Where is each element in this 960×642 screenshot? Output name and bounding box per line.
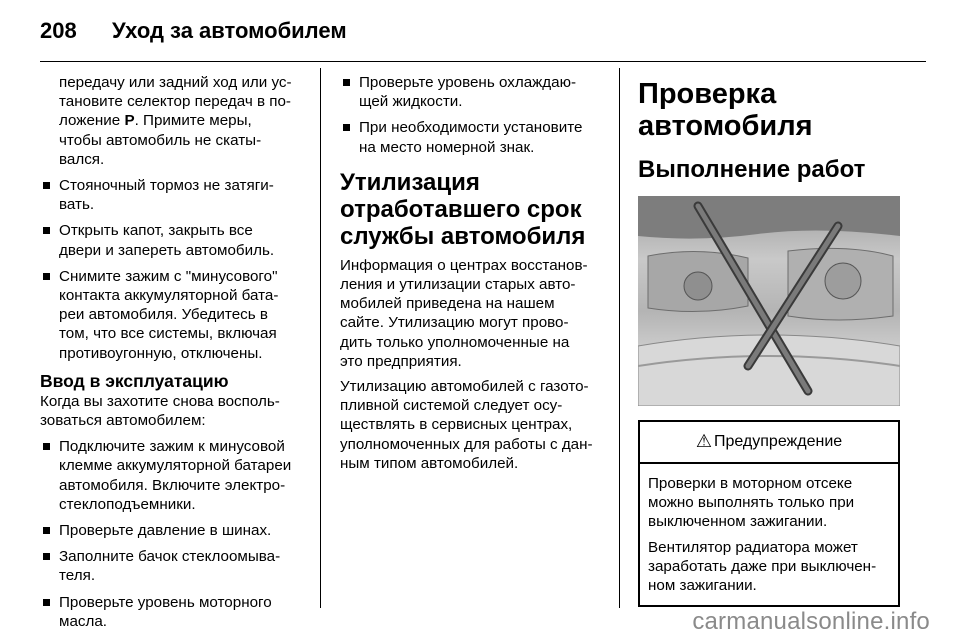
- text-line: Стояночный тормоз не затяги-: [59, 177, 274, 195]
- column-3: [638, 78, 900, 607]
- chapter-title: Проверка автомобиля: [638, 78, 813, 142]
- text-line: Проверьте уровень моторного: [59, 593, 272, 611]
- text-line: Вентилятор радиатора может: [648, 538, 858, 556]
- heading-line: Утилизация: [340, 168, 480, 196]
- text-line: [59, 111, 312, 130]
- text-line: уполномоченных для работы с дан-: [340, 435, 593, 453]
- text-line: двери и запереть автомобиль.: [59, 241, 275, 259]
- bullet-item: [40, 593, 312, 631]
- paragraph: [340, 377, 612, 473]
- section-heading: Ввод в эксплуатацию: [40, 370, 229, 391]
- bullet-item: [40, 521, 312, 540]
- text-line: тановите селектор передач в по-: [59, 93, 291, 111]
- engine-bay-illustration: [638, 196, 900, 406]
- warning-box: [638, 420, 900, 607]
- text-line: зоваться автомобилем:: [40, 412, 206, 430]
- gear-position-p: P: [124, 112, 135, 130]
- text-line: При необходимости установите: [359, 119, 583, 137]
- paragraph: [340, 256, 612, 371]
- text-line: Заполните бачок стеклоомыва-: [59, 548, 281, 566]
- watermark: carmanualsonline.info: [692, 608, 930, 635]
- warning-header: [640, 422, 898, 464]
- bullet-item: [40, 176, 312, 214]
- bullet-item: [340, 73, 612, 111]
- text-line: том, что все системы, включая: [59, 325, 277, 343]
- page-title: Уход за автомобилем: [112, 18, 347, 43]
- text-line: это предприятия.: [340, 352, 462, 370]
- column-divider-2: [619, 68, 620, 608]
- section-heading: [340, 169, 612, 250]
- text-line: масла.: [59, 612, 108, 630]
- bullet-item: [40, 267, 312, 363]
- text-line: Проверьте уровень охлаждаю-: [359, 74, 577, 91]
- column-divider-1: [320, 68, 321, 608]
- bullet-item: [340, 118, 612, 156]
- heading-line: отработавшего срок: [340, 195, 582, 223]
- text-line: клемме аккумуляторной батареи: [59, 457, 292, 475]
- text-line: ном зажигании.: [648, 577, 757, 595]
- warning-icon: ⚠: [695, 431, 712, 452]
- text-fragment: . Примите меры,: [134, 112, 252, 130]
- text-line: чтобы автомобиль не скаты-: [59, 131, 262, 149]
- engine-bay-drawing: [638, 196, 900, 406]
- text-line: сайте. Утилизацию могут прово-: [340, 314, 569, 332]
- text-line: противоугонную, отключены.: [59, 344, 263, 362]
- text-line: можно выполнять только при: [648, 494, 855, 512]
- text-line: стеклоподъемники.: [59, 495, 196, 513]
- bullet-item: [40, 547, 312, 585]
- text-line: Открыть капот, закрыть все: [59, 222, 253, 240]
- warning-paragraph: [648, 474, 890, 532]
- text-line: ным типом автомобилей.: [340, 454, 519, 472]
- text-line: выключенном зажигании.: [648, 513, 828, 531]
- page-header: [40, 18, 347, 48]
- text-line: Проверьте давление в шинах.: [59, 522, 272, 540]
- text-line: Проверки в моторном отсеке: [648, 475, 853, 492]
- text-fragment: ложение: [59, 112, 125, 130]
- text-line: ления и утилизации старых авто-: [340, 276, 576, 294]
- text-line: дить только уполномоченные на: [340, 333, 570, 351]
- text-line: Утилизацию автомобилей с газото-: [340, 378, 589, 396]
- text-line: передачу или задний ход или ус-: [59, 74, 292, 91]
- text-line: вался.: [59, 150, 105, 168]
- heading-line: службы автомобиля: [340, 222, 586, 250]
- warning-paragraph: [648, 538, 890, 596]
- page-number: 208: [40, 18, 77, 43]
- text-line: Подключите зажим к минусовой: [59, 438, 285, 456]
- text-line: Снимите зажим с "минусового": [59, 267, 278, 285]
- text-line: мобилей приведена на нашем: [340, 295, 555, 313]
- warning-title: Предупреждение: [713, 433, 843, 451]
- paragraph: [40, 392, 312, 430]
- chapter-subtitle: Выполнение работ: [638, 156, 866, 183]
- warning-body: [640, 464, 898, 605]
- bullet-item: [40, 437, 312, 514]
- header-rule: [40, 61, 926, 62]
- text-line: реи автомобиля. Убедитесь в: [59, 306, 268, 324]
- column-1: [40, 73, 312, 638]
- text-line: пливной системой следует осу-: [340, 397, 563, 415]
- text-line: контакта аккумуляторной бата-: [59, 287, 279, 305]
- text-line: заработать даже при выключен-: [648, 557, 877, 575]
- text-line: теля.: [59, 567, 96, 585]
- text-line: Информация о центрах восстанов-: [340, 256, 588, 274]
- text-line: на место номерной знак.: [359, 138, 535, 156]
- text-line: щей жидкости.: [359, 93, 463, 111]
- bullet-item: [40, 221, 312, 259]
- text-line: автомобиля. Включите электро-: [59, 476, 286, 494]
- column-2: [340, 73, 612, 473]
- text-line: ществлять в сервисных центрах,: [340, 416, 573, 434]
- text-line: вать.: [59, 196, 95, 214]
- intro-paragraph: [40, 73, 312, 169]
- text-line: Когда вы захотите снова восполь-: [40, 392, 280, 410]
